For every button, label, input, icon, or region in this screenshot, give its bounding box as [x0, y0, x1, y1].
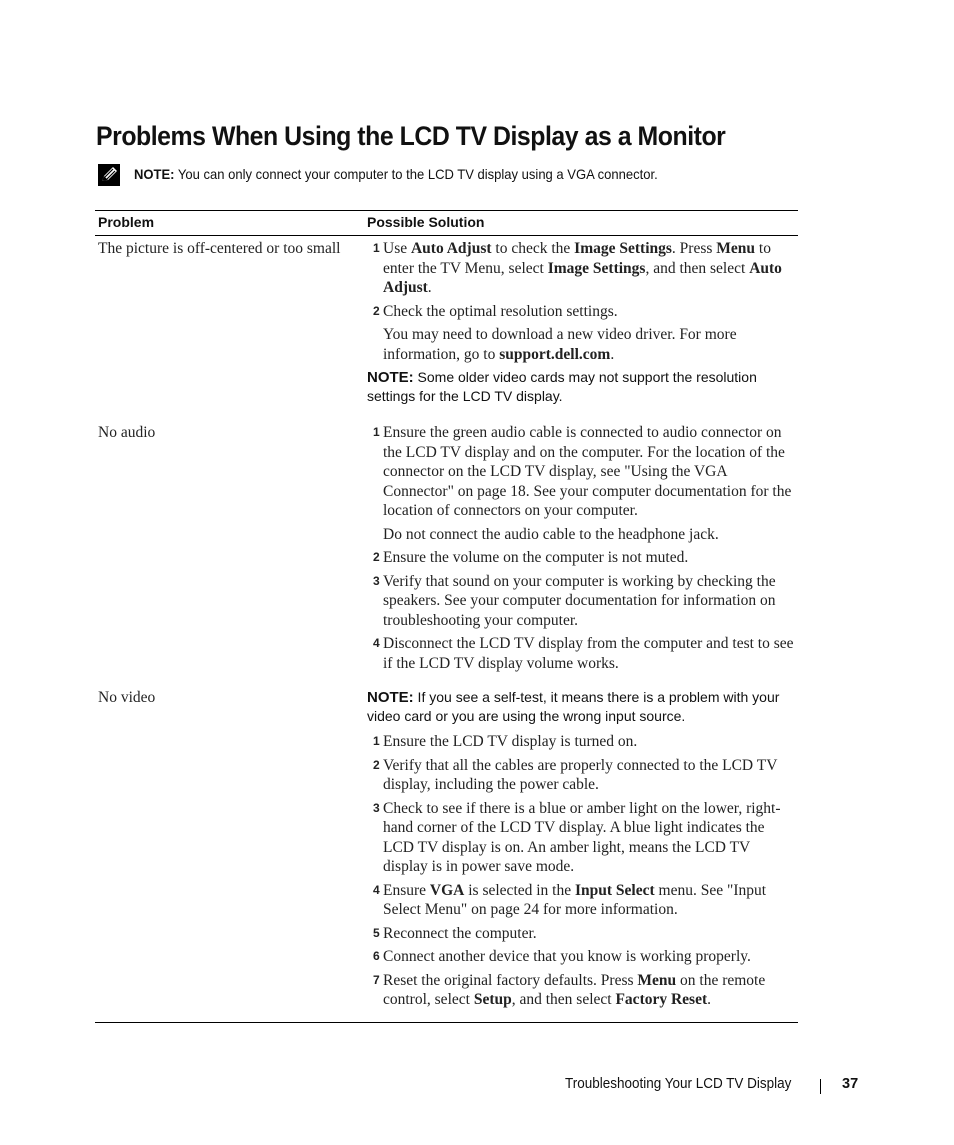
step-text: Verify that sound on your computer is working by checking the speakers. See your computer documentation for information on troubleshooting your computer.	[383, 572, 776, 629]
page-title: Problems When Using the LCD TV Display as a Monitor	[96, 121, 726, 151]
step-text: Do not connect the audio cable to the headphone jack.	[383, 525, 719, 543]
step-text: , and then select	[511, 991, 616, 1008]
step-number: 6	[373, 949, 380, 963]
solution-step	[367, 423, 795, 521]
note-body: Some older video cards may not support the resolution settings for the LCD TV display.	[367, 369, 757, 404]
solution-step	[367, 732, 795, 752]
solution-step	[367, 548, 795, 568]
note-label: NOTE:	[367, 369, 414, 386]
solution-step	[367, 239, 795, 298]
ui-term: Menu	[716, 240, 756, 257]
note-body: You can only connect your computer to the LCD TV display using a VGA connector.	[174, 166, 658, 182]
step-detail	[367, 325, 795, 364]
step-text: , and then select	[645, 259, 750, 277]
table-row	[95, 685, 798, 1022]
ui-term: Menu	[637, 971, 677, 989]
solution-step	[367, 924, 795, 944]
solution-step	[367, 302, 795, 322]
solution-step	[367, 947, 795, 967]
solution-step	[367, 881, 795, 920]
ui-term: Auto Adjust	[383, 259, 782, 296]
step-text: Ensure the volume on the computer is not muted.	[383, 549, 689, 566]
step-text: Ensure the green audio cable is connected to audio connector on the LCD TV display and on the computer. For the location of the connector on the LCD TV display, see "Using the VGA Connector" on page 18. See your computer documentation for the location of connectors on your computer.	[383, 424, 792, 519]
ui-term: Input Select	[575, 881, 655, 899]
step-text: Ensure the LCD TV display is turned on.	[383, 733, 638, 750]
step-text: to enter the TV Menu, select	[383, 240, 771, 277]
step-number: 3	[373, 800, 380, 815]
step-number: 1	[373, 425, 380, 439]
step-text: Reconnect the computer.	[383, 924, 537, 942]
step-text: on the remote control, select	[383, 971, 766, 1008]
step-text: Reset the original factory defaults. Press	[383, 971, 638, 989]
top-note-text	[134, 166, 658, 182]
step-number: 7	[373, 972, 380, 987]
solution-cell	[364, 236, 798, 421]
solution-steps	[367, 423, 795, 673]
top-note	[96, 162, 816, 188]
ui-term: Image Settings	[574, 240, 672, 257]
solution-steps	[367, 732, 795, 1010]
step-text: is selected in the	[464, 881, 575, 899]
step-detail	[367, 525, 795, 545]
problem-cell: The picture is off-centered or too small	[98, 240, 341, 257]
solution-step	[367, 572, 795, 631]
solution-note	[367, 688, 795, 726]
step-text: . Press	[671, 240, 717, 257]
solution-note	[367, 368, 795, 406]
step-number: 3	[373, 573, 380, 588]
step-number: 2	[373, 550, 380, 564]
step-number: 1	[373, 734, 380, 748]
solution-step	[367, 971, 795, 1010]
problem-cell: No video	[95, 685, 364, 1022]
step-text: Use	[383, 240, 411, 257]
step-text: Ensure	[383, 881, 430, 899]
solution-step	[367, 634, 795, 673]
problem-cell: No audio	[98, 424, 156, 441]
step-number: 2	[373, 303, 380, 318]
page-footer	[565, 1076, 865, 1096]
note-body: If you see a self-test, it means there is a problem with your video card or you are using the wrong input source.	[367, 689, 780, 724]
step-text: menu. See "Input Select Menu" on page 24 for more information.	[383, 881, 767, 918]
step-number: 4	[373, 636, 380, 650]
step-text: Disconnect the LCD TV display from the computer and test to see if the LCD TV display volume works.	[383, 635, 794, 672]
table-row	[95, 236, 798, 421]
step-text: to check the	[491, 240, 575, 257]
note-label: NOTE:	[367, 689, 414, 706]
note-pencil-icon	[98, 164, 120, 186]
footer-section-title: Troubleshooting Your LCD TV Display	[565, 1076, 792, 1092]
step-text: Check the optimal resolution settings.	[383, 302, 618, 320]
step-text: Verify that all the cables are properly connected to the LCD TV display, including the power cable.	[383, 756, 778, 793]
table-row	[95, 420, 798, 685]
solution-cell	[364, 685, 798, 1022]
ui-term: VGA	[429, 881, 465, 899]
step-text: .	[707, 991, 712, 1008]
ui-term: Image Settings	[547, 259, 646, 277]
ui-term: Setup	[473, 991, 512, 1008]
step-number: 5	[373, 925, 380, 940]
troubleshooting-table	[95, 210, 798, 1023]
footer-divider	[820, 1079, 821, 1094]
header-possible-solution: Possible Solution	[364, 211, 798, 236]
solution-step	[367, 756, 795, 795]
header-problem: Problem	[95, 211, 364, 236]
step-number: 4	[373, 882, 380, 897]
solution-cell	[364, 420, 798, 685]
page-number: 37	[842, 1076, 859, 1092]
step-text: Connect another device that you know is working properly.	[383, 948, 751, 965]
table-header-row	[95, 211, 798, 236]
step-number: 2	[373, 757, 380, 772]
step-text: You may need to download a new video driver. For more information, go to	[383, 326, 737, 363]
note-label: NOTE:	[134, 166, 175, 182]
solution-steps	[367, 239, 795, 364]
ui-term: Factory Reset	[615, 991, 708, 1008]
solution-step	[367, 799, 795, 877]
ui-term: support.dell.com	[499, 345, 611, 363]
step-text: .	[427, 279, 432, 296]
step-number: 1	[373, 241, 380, 255]
step-text: .	[610, 345, 615, 363]
ui-term: Auto Adjust	[410, 240, 492, 257]
step-text: Check to see if there is a blue or amber light on the lower, right-hand corner of the LCD TV display. A blue light indicates the LCD TV display is on. An amber light, means the LCD TV display is in power save mode.	[383, 799, 781, 875]
